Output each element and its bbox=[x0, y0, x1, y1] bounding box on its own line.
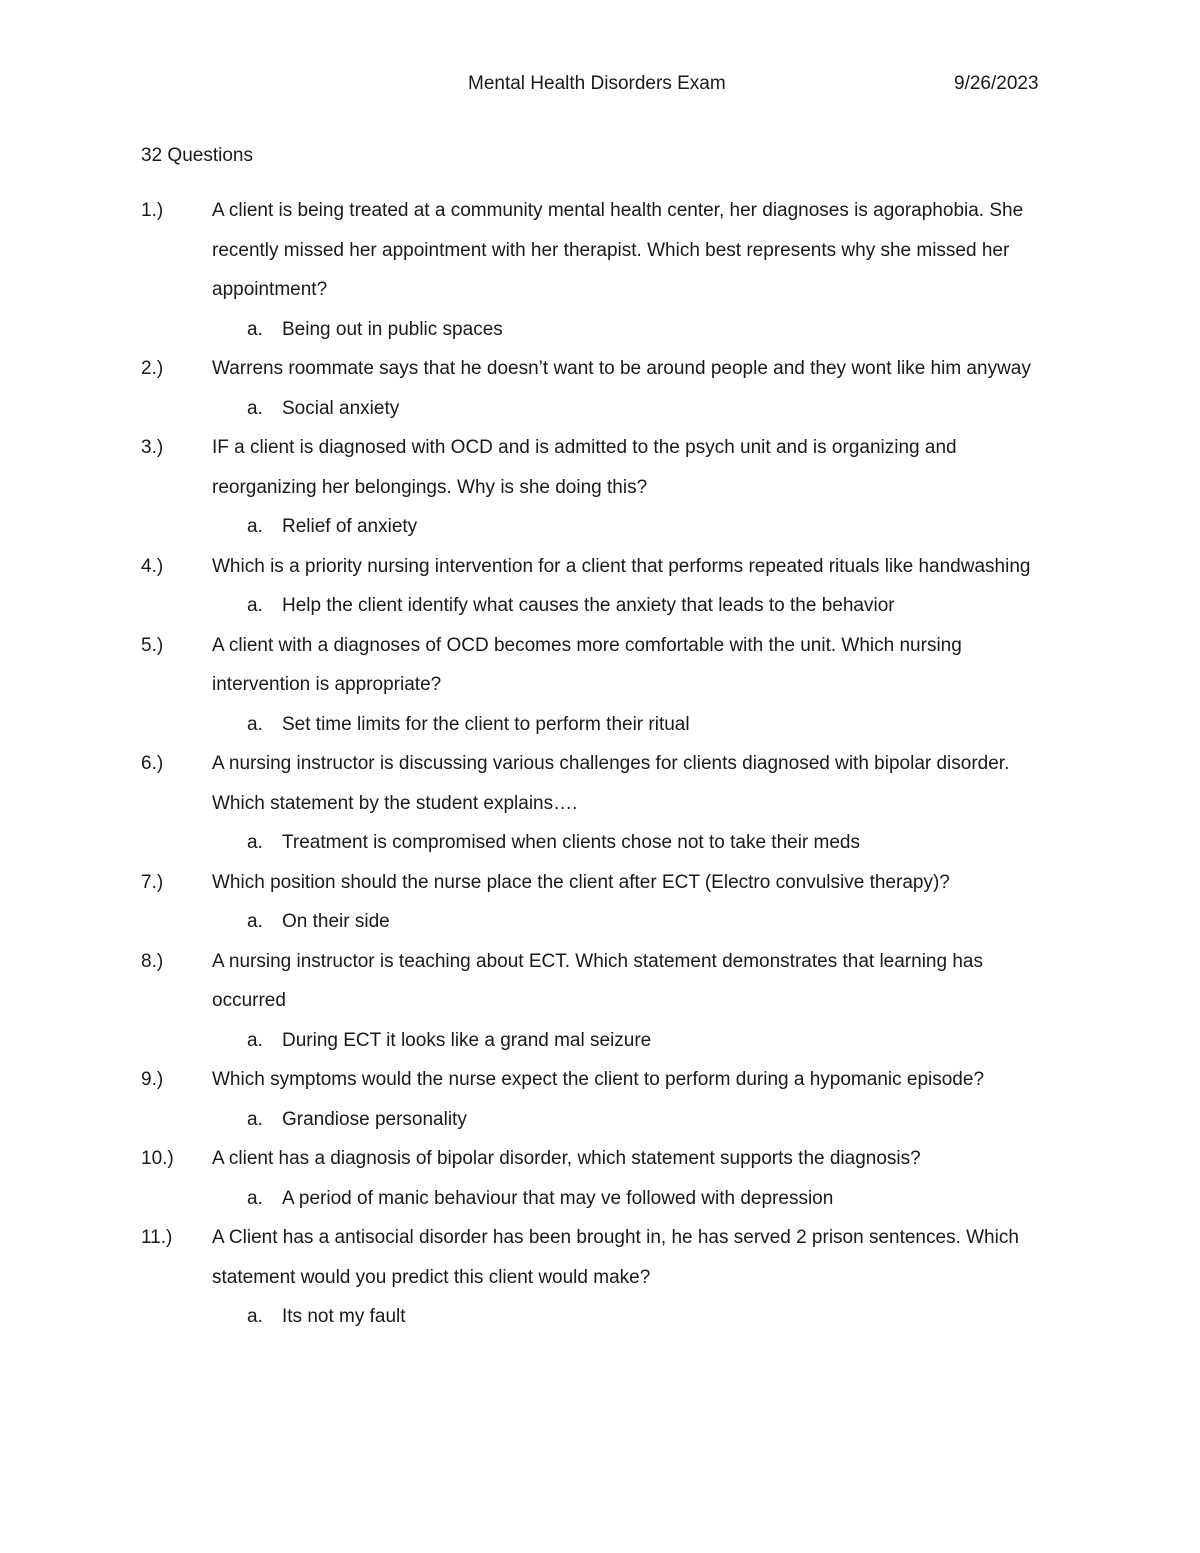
answer-letter: a. bbox=[247, 911, 263, 932]
question-number: 4.) bbox=[141, 555, 164, 577]
question-text: Warrens roommate says that he doesn’t want to be around people and they wont like him anyway bbox=[212, 358, 1031, 379]
question-number: 9.) bbox=[141, 1069, 164, 1090]
question-item bbox=[0, 547, 1200, 626]
answer-text: Social anxiety bbox=[282, 397, 400, 419]
answer-text: Set time limits for the client to perform their ritual bbox=[282, 713, 690, 735]
question-number: 7.) bbox=[141, 871, 164, 893]
question-item bbox=[0, 942, 1200, 1061]
question-text: Which symptoms would the nurse expect the client to perform during a hypomanic episode? bbox=[212, 1069, 985, 1090]
answer-text: Grandiose personality bbox=[282, 1108, 467, 1130]
answer-letter: a. bbox=[247, 1306, 263, 1327]
question-item bbox=[0, 1218, 1200, 1337]
answer-letter: a. bbox=[247, 713, 263, 735]
question-item bbox=[0, 191, 1200, 349]
question-text: Which position should the nurse place the client after ECT (Electro convulsive therapy)? bbox=[212, 871, 950, 893]
question-item bbox=[0, 626, 1200, 745]
question-item bbox=[0, 744, 1200, 863]
answer-text: Relief of anxiety bbox=[282, 516, 418, 537]
question-number: 6.) bbox=[141, 753, 164, 774]
question-text: Which is a priority nursing intervention for a client that performs repeated rituals like handwashing bbox=[212, 555, 1031, 577]
answer-letter: a. bbox=[247, 1108, 263, 1130]
question-text: A client is being treated at a community mental health center, her diagnoses is agoraphobia. She recently missed her appointment with her therapist. Which best represents why she missed her appointment? bbox=[212, 200, 1024, 300]
question-text: A client with a diagnoses of OCD becomes more comfortable with the unit. Which nursing intervention is appropriate? bbox=[212, 634, 962, 695]
answer-text: A period of manic behaviour that may ve followed with depression bbox=[282, 1187, 834, 1209]
question-text: IF a client is diagnosed with OCD and is admitted to the psych unit and is organizing and reorganizing her belongings. Why is she doing this? bbox=[212, 437, 957, 498]
question-text: A client has a diagnosis of bipolar disorder, which statement supports the diagnosis? bbox=[212, 1148, 921, 1169]
question-item bbox=[0, 1139, 1200, 1218]
answer-letter: a. bbox=[247, 318, 263, 340]
question-number: 11.) bbox=[141, 1227, 173, 1248]
question-number: 2.) bbox=[141, 358, 164, 379]
answer-text: Treatment is compromised when clients chose not to take their meds bbox=[282, 832, 860, 853]
question-text: A Client has a antisocial disorder has been brought in, he has served 2 prison sentences. Which statement would you predict this client would make? bbox=[212, 1227, 1019, 1288]
question-number: 3.) bbox=[141, 437, 164, 458]
exam-title: Mental Health Disorders Exam bbox=[468, 73, 726, 94]
answer-letter: a. bbox=[247, 1187, 263, 1209]
question-count: 32 Questions bbox=[141, 145, 253, 166]
answer-letter: a. bbox=[247, 1029, 263, 1051]
answer-text: On their side bbox=[282, 911, 390, 932]
answer-letter: a. bbox=[247, 595, 263, 616]
exam-date: 9/26/2023 bbox=[954, 73, 1039, 94]
question-item bbox=[0, 349, 1200, 428]
question-number: 8.) bbox=[141, 950, 164, 972]
question-text: A nursing instructor is discussing various challenges for clients diagnosed with bipolar disorder. Which statement by the student explains…. bbox=[212, 753, 1010, 814]
question-item bbox=[0, 1060, 1200, 1139]
question-number: 5.) bbox=[141, 634, 164, 656]
question-list bbox=[0, 191, 1200, 1337]
answer-letter: a. bbox=[247, 832, 263, 853]
answer-text: During ECT it looks like a grand mal seizure bbox=[282, 1029, 652, 1051]
answer-letter: a. bbox=[247, 516, 263, 537]
question-item bbox=[0, 428, 1200, 547]
answer-text: Its not my fault bbox=[282, 1306, 406, 1327]
question-number: 1.) bbox=[141, 200, 164, 221]
answer-text: Being out in public spaces bbox=[282, 318, 503, 340]
answer-letter: a. bbox=[247, 397, 263, 419]
question-text: A nursing instructor is teaching about ECT. Which statement demonstrates that learning has occurred bbox=[212, 950, 983, 1011]
question-number: 10.) bbox=[141, 1148, 174, 1169]
answer-text: Help the client identify what causes the anxiety that leads to the behavior bbox=[282, 595, 895, 616]
question-item bbox=[0, 863, 1200, 942]
